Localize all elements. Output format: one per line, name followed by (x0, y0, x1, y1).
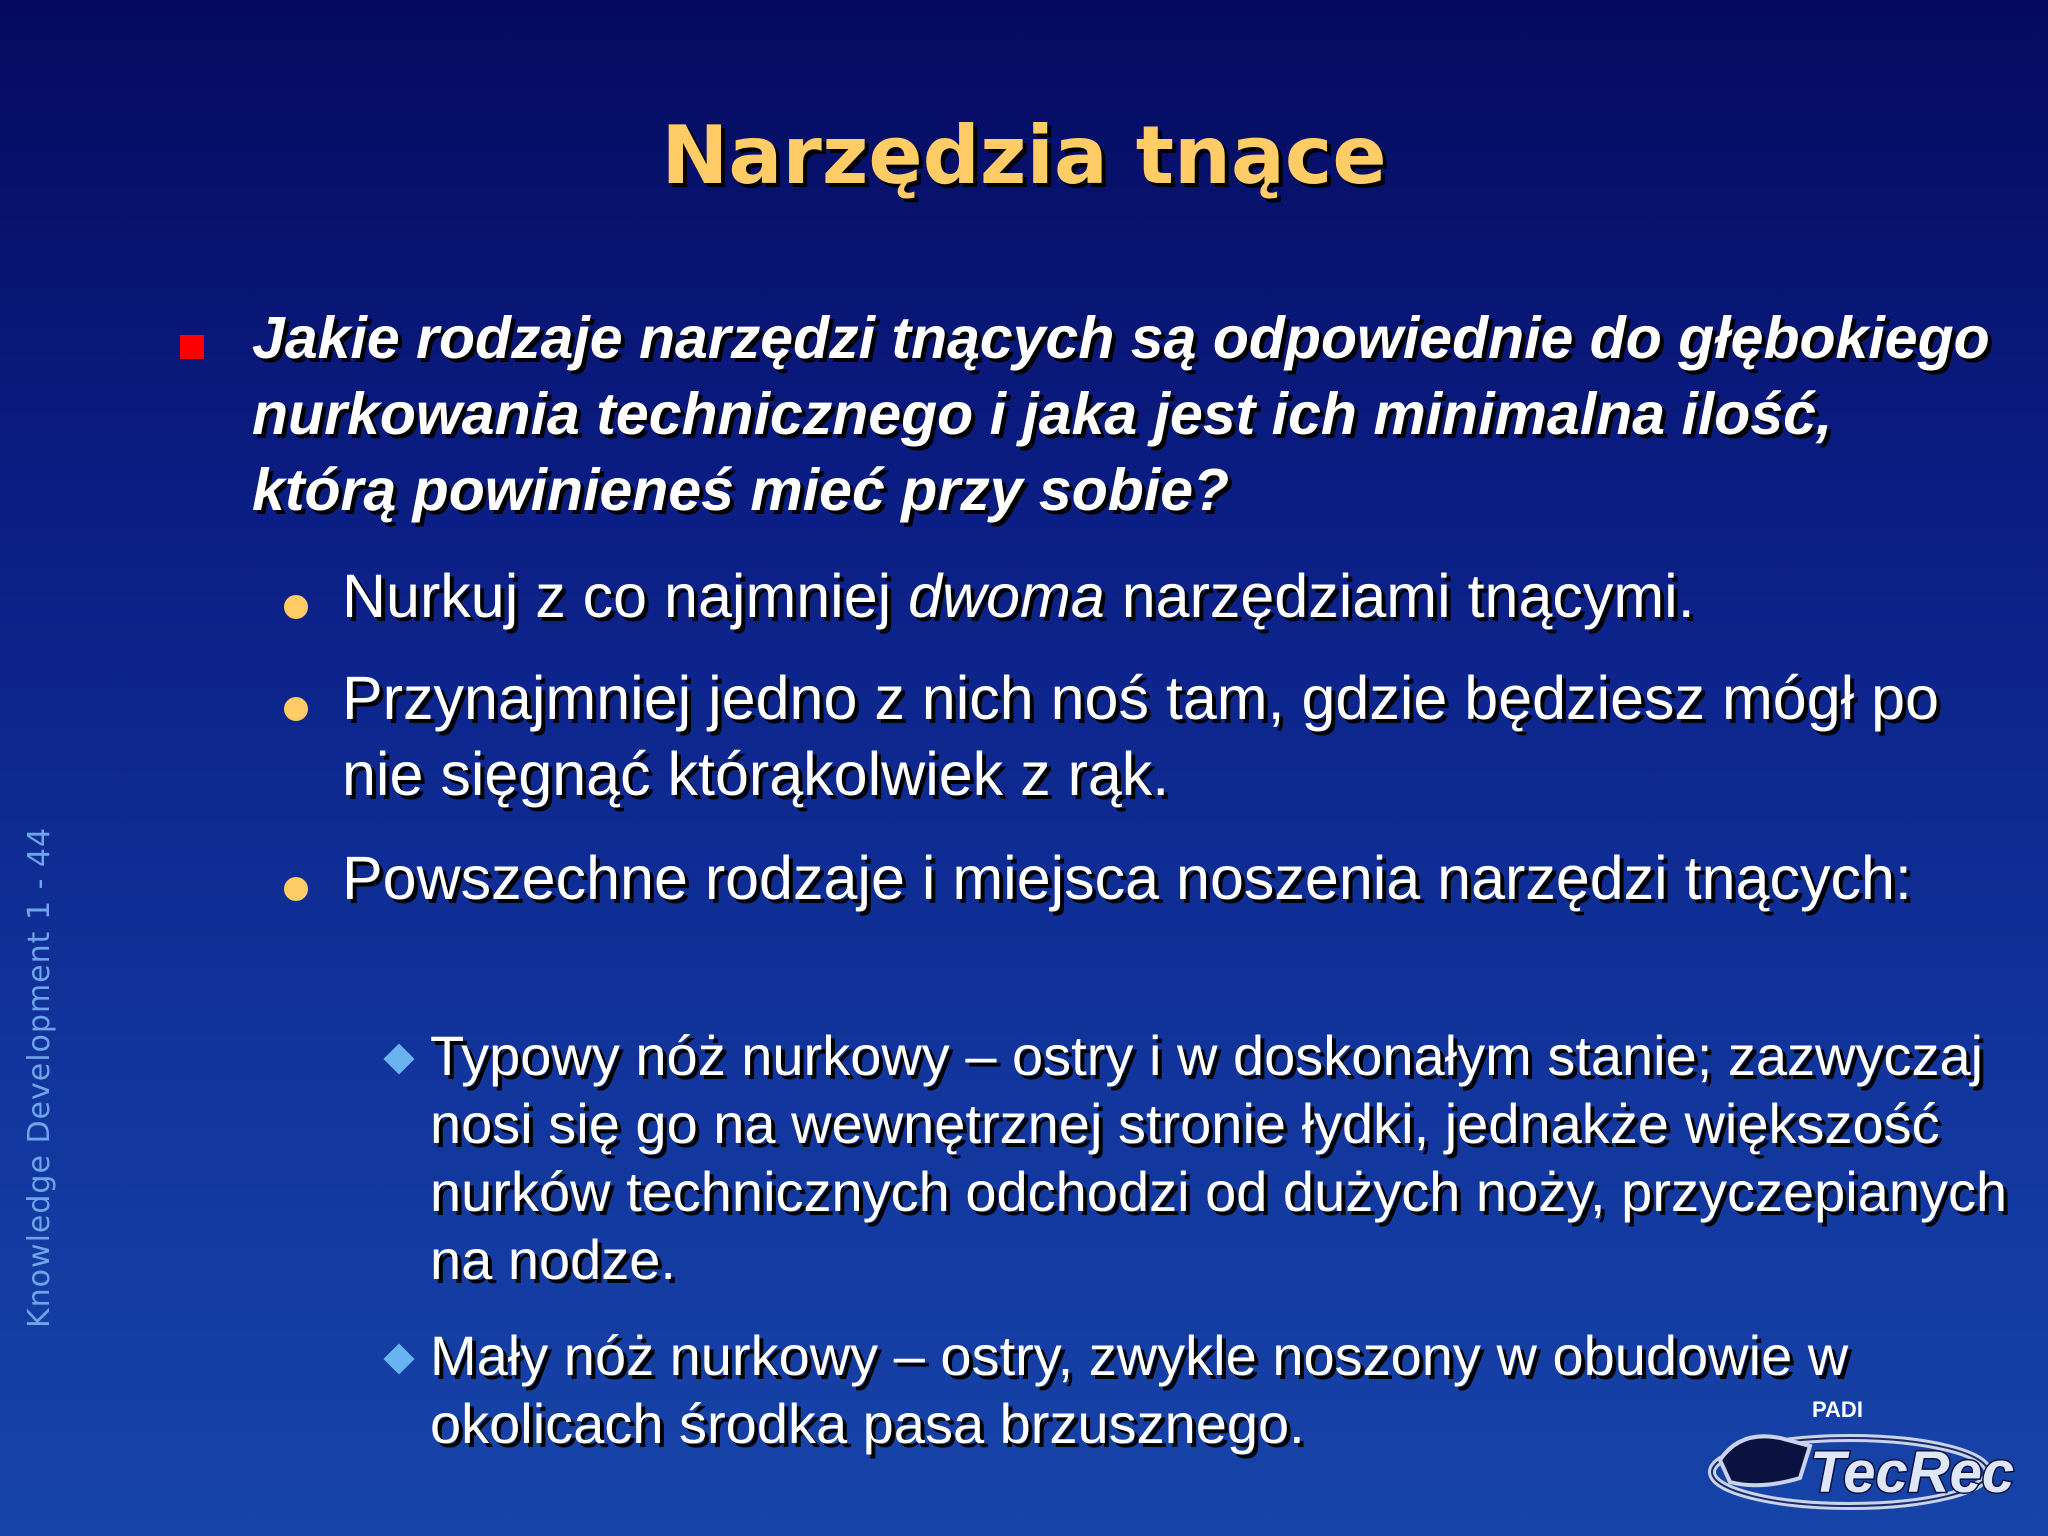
logo-padi-text: PADI (1812, 1397, 1863, 1422)
square-bullet-icon (180, 335, 204, 359)
bullet-1-emphasis: dwoma (908, 562, 1105, 630)
sub-bullet-2: Mały nóż nurkowy – ostry, zwykle noszony w obudowie w okolicach środka pasa brzusznego. (430, 1324, 1849, 1455)
side-label: Knowledge Development 1 - 44 (22, 826, 57, 1328)
slide-title: Narzędzia tnące (661, 109, 1387, 202)
logo-tecrec-text: TecRec (1810, 1440, 2015, 1505)
bullet-3: Powszechne rodzaje i miejsca noszenia narzędzi tnących: (342, 844, 1912, 912)
dot-bullet-icon (284, 595, 308, 619)
bullet-1-before: Nurkuj z co najmniej (342, 562, 909, 630)
diamond-bullet-icon (383, 1043, 414, 1074)
diamond-bullet-icon (383, 1343, 414, 1374)
bullet-2: Przynajmniej jedno z nich noś tam, gdzie będziesz mógł po nie sięgnąć którąkolwiek z rąk. (342, 664, 1939, 808)
logo-diver-icon (1720, 1436, 1810, 1485)
padi-tecrec-logo (1700, 1390, 2030, 1530)
bullet-1 (342, 558, 1992, 634)
bullet-1-after: narzędziami tnącymi. (1104, 562, 1695, 630)
dot-bullet-icon (284, 877, 308, 901)
question-text: Jakie rodzaje narzędzi tnących są odpowiednie do głębokiego nurkowania technicznego i jaka jest ich minimalna ilość, którą powinieneś mieć przy sobie? (252, 305, 1990, 523)
dot-bullet-icon (284, 697, 308, 721)
sub-bullet-1: Typowy nóż nurkowy – ostry i w doskonałym stanie; zazwyczaj nosi się go na wewnętrznej stronie łydki, jednakże większość nurków technicznych odchodzi od dużych noży, przyczepianych na nodze. (430, 1024, 2008, 1291)
